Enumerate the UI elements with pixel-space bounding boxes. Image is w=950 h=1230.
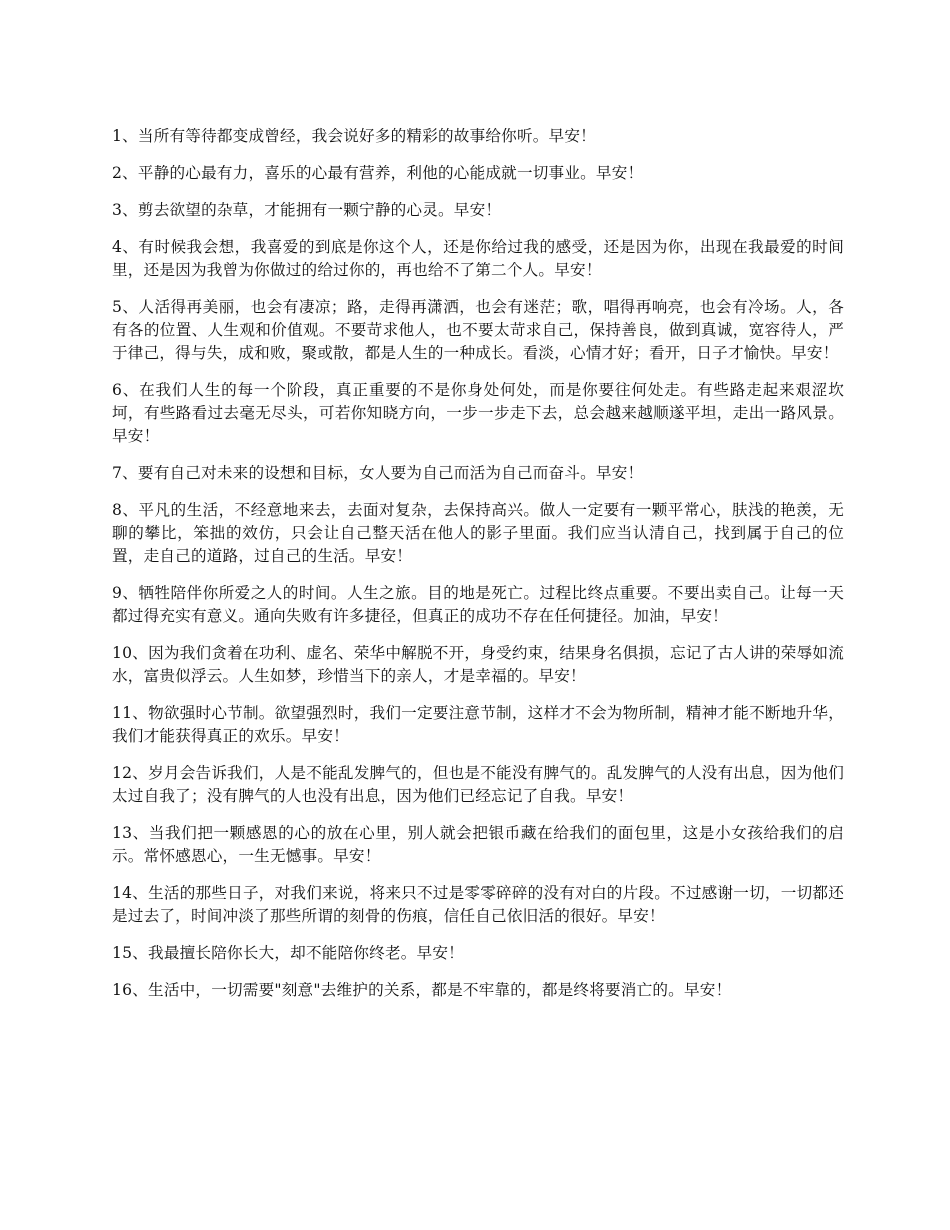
paragraph-8: 8、平凡的生活，不经意地来去，去面对复杂，去保持高兴。做人一定要有一颗平常心，肤浅的艳羡，无聊的攀比，笨拙的效仿，只会让自己整天活在他人的影子里面。我们应当认清自己，找到属于自己的位置，走自己的道路，过自己的生活。早安！ [112,501,844,565]
paragraph-16: 16、生活中，一切需要"刻意"去维护的关系，都是不牢靠的，都是终将要消亡的。早安！ [112,981,732,999]
paragraph-10: 10、因为我们贪着在功利、虚名、荣华中解脱不开，身受约束，结果身名俱损，忘记了古人讲的荣辱如流水，富贵似浮云。人生如梦，珍惜当下的亲人，才是幸福的。早安！ [112,644,844,685]
paragraph-7: 7、要有自己对未来的设想和目标，女人要为自己而活为自己而奋斗。早安！ [112,464,644,482]
paragraph-14: 14、生活的那些日子，对我们来说，将来只不过是零零碎碎的没有对白的片段。不过感谢一切，一切都还是过去了，时间冲淡了那些所谓的刻骨的伤痕，信任自己依旧活的很好。早安！ [112,884,844,925]
paragraph-11: 11、物欲强时心节制。欲望强烈时，我们一定要注意节制，这样才不会为物所制，精神才能不断地升华，我们才能获得真正的欢乐。早安！ [112,704,844,745]
paragraph-12: 12、岁月会告诉我们，人是不能乱发脾气的，但也是不能没有脾气的。乱发脾气的人没有出息，因为他们太过自我了；没有脾气的人也没有出息，因为他们已经忘记了自我。早安！ [112,764,844,805]
paragraph-2: 2、平静的心最有力，喜乐的心最有营养，利他的心能成就一切事业。早安！ [112,164,644,182]
paragraph-13: 13、当我们把一颗感恩的心的放在心里，别人就会把银币藏在给我们的面包里，这是小女孩给我们的启示。常怀感恩心，一生无憾事。早安！ [112,824,844,865]
document-body [112,125,844,1016]
paragraph-15: 15、我最擅长陪你长大，却不能陪你终老。早安！ [112,944,464,962]
paragraph-9: 9、牺牲陪伴你所爱之人的时间。人生之旅。目的地是死亡。过程比终点重要。不要出卖自己。让每一天都过得充实有意义。通向失败有许多捷径，但真正的成功不存在任何捷径。加油，早安！ [112,584,844,625]
paragraph-3: 3、剪去欲望的杂草，才能拥有一颗宁静的心灵。早安！ [112,201,502,219]
paragraph-1: 1、当所有等待都变成曾经，我会说好多的精彩的故事给你听。早安！ [112,127,596,145]
paragraph-6: 6、在我们人生的每一个阶段，真正重要的不是你身处何处，而是你要往何处走。有些路走起来艰涩坎坷，有些路看过去毫无尽头，可若你知晓方向，一步一步走下去，总会越来越顺遂平坦，走出一路风景。早安！ [112,381,844,445]
paragraph-4: 4、有时候我会想，我喜爱的到底是你这个人，还是你给过我的感受，还是因为你，出现在我最爱的时间里，还是因为我曾为你做过的给过你的，再也给不了第二个人。早安！ [112,238,844,279]
paragraph-5: 5、人活得再美丽，也会有凄凉；路，走得再潇洒，也会有迷茫；歌，唱得再响亮，也会有冷场。人，各有各的位置、人生观和价值观。不要苛求他人，也不要太苛求自己，保持善良，做到真诚，宽容待人，严于律己，得与失，成和败，聚或散，都是人生的一种成长。看淡，心情才好；看开，日子才愉快。早安！ [112,298,844,362]
